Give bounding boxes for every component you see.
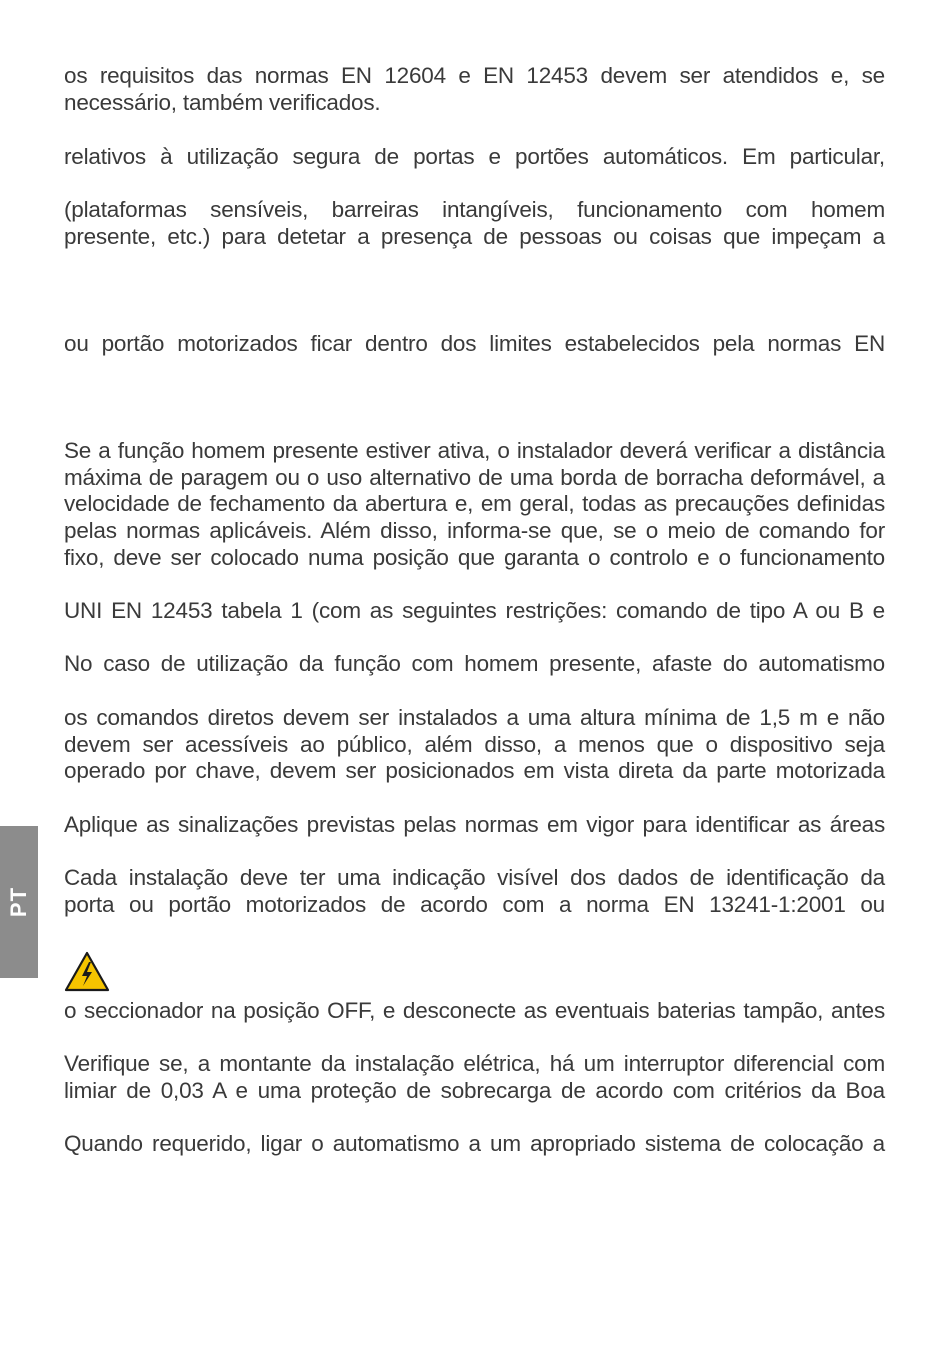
paragraph-line: (plataformas sensíveis, barreiras intangíveis, funcionamento com homem	[64, 197, 885, 222]
paragraph-line: limiar de 0,03 A e uma proteção de sobrecarga de acordo com critérios da Boa	[64, 1078, 885, 1103]
paragraph-line: o seccionador na posição OFF, e desconecte as eventuais baterias tampão, antes	[64, 998, 885, 1023]
paragraph-line: No caso de utilização da função com homem presente, afaste do automatismo	[64, 651, 885, 676]
paragraph-line: relativos à utilização segura de portas e portões automáticos. Em particular,	[64, 144, 885, 169]
paragraph-line: Se a função homem presente estiver ativa, o instalador deverá verificar a distância	[64, 438, 885, 463]
paragraph-line: UNI EN 12453 tabela 1 (com as seguintes restrições: comando de tipo A ou B e	[64, 598, 885, 623]
paragraph-line: ou portão motorizados ficar dentro dos limites estabelecidos pela normas EN	[64, 331, 885, 356]
paragraph-line: máxima de paragem ou o uso alternativo de uma borda de borracha deformável, a	[64, 465, 885, 490]
paragraph-line: presente, etc.) para detetar a presença de pessoas ou coisas que impeçam a	[64, 224, 885, 249]
paragraph-line: os requisitos das normas EN 12604 e EN 12453 devem ser atendidos e, se	[64, 63, 885, 88]
paragraph-line: Verifique se, a montante da instalação elétrica, há um interruptor diferencial com	[64, 1051, 885, 1076]
paragraph-line: necessário, também verificados.	[64, 90, 381, 115]
paragraph-line: velocidade de fechamento da abertura e, em geral, todas as precauções definidas	[64, 491, 885, 516]
paragraph-line: os comandos diretos devem ser instalados a uma altura mínima de 1,5 m e não	[64, 705, 885, 730]
paragraph-line: operado por chave, devem ser posicionados em vista direta da parte motorizada	[64, 758, 885, 783]
paragraph-line: porta ou portão motorizados de acordo com a norma EN 13241-1:2001 ou	[64, 892, 885, 917]
language-tab-label: PT	[6, 886, 31, 918]
paragraph-line: Aplique as sinalizações previstas pelas normas em vigor para identificar as áreas	[64, 812, 885, 837]
paragraph-line: pelas normas aplicáveis. Além disso, informa-se que, se o meio de comando for	[64, 518, 885, 543]
language-tab	[0, 826, 38, 978]
paragraph-line: devem ser acessíveis ao público, além disso, a menos que o dispositivo seja	[64, 732, 885, 757]
paragraph-line: Cada instalação deve ter uma indicação visível dos dados de identificação da	[64, 865, 885, 890]
electrical-hazard-icon	[64, 951, 110, 992]
paragraph-line: Quando requerido, ligar o automatismo a um apropriado sistema de colocação a	[64, 1131, 885, 1156]
paragraph-line: fixo, deve ser colocado numa posição que garanta o controlo e o funcionamento	[64, 545, 885, 570]
